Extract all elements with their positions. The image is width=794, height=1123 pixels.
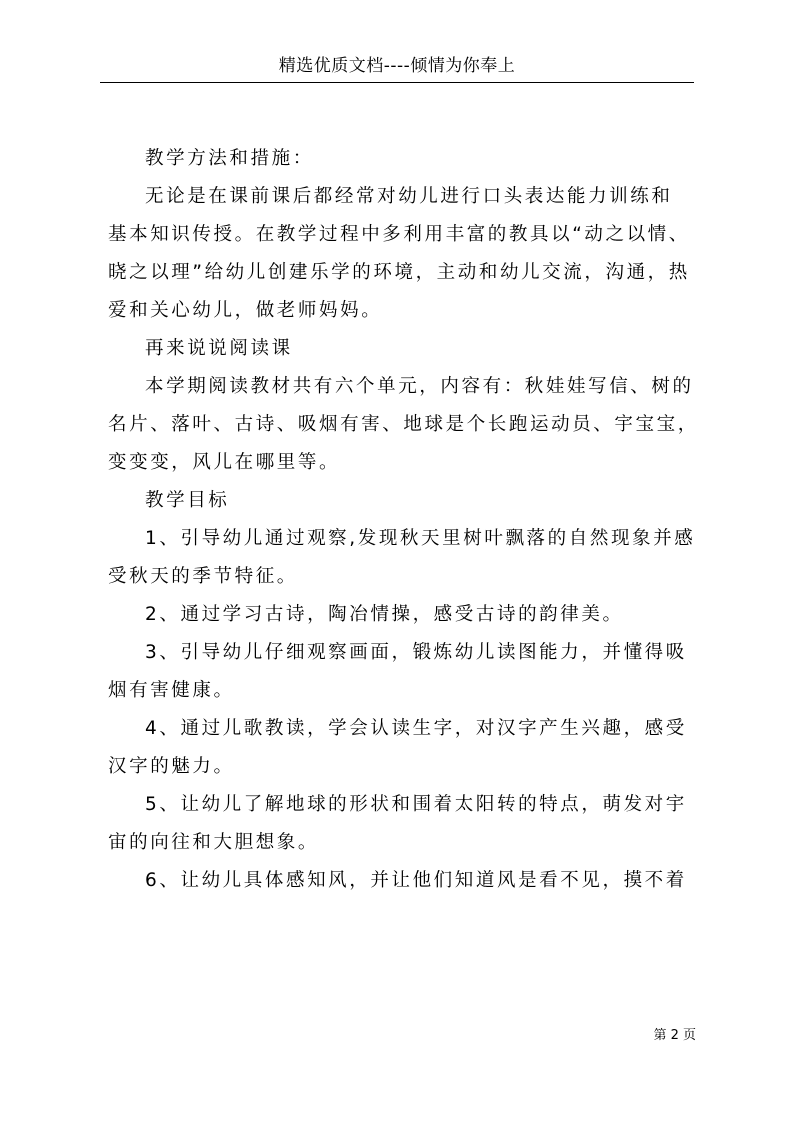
goal-line: 5、让幼儿了解地球的形状和围着太阳转的特点，萌发对宇 [145,794,687,815]
paragraph-line: 无论是在课前课后都经常对幼儿进行口头表达能力训练和 [145,186,673,207]
document-body [108,140,698,900]
goal-item-3 [108,634,698,710]
paragraph-line: 基本知识传授。在教学过程中多利用丰富的教具以“动之以情、 [108,224,690,245]
goal-line: 1、引导幼儿通过观察,发现秋天里树叶飘落的自然现象并感 [145,528,696,549]
goal-item-1 [108,520,698,596]
goal-line: 6、让幼儿具体感知风，并让他们知道风是看不见，摸不着 [145,870,687,891]
goal-item-4 [108,710,698,786]
heading-text: 教学目标 [145,490,230,511]
paragraph-line: 名片、落叶、古诗、吸烟有害、地球是个长跑运动员、宇宝宝， [108,414,699,435]
goal-item-6 [108,862,698,900]
paragraph-line: 变变变，风儿在哪里等。 [108,452,341,473]
page-header [100,50,694,83]
goal-line: 3、引导幼儿仔细观察画面，锻炼幼儿读图能力，并懂得吸 [145,642,687,663]
goal-line: 宙的向往和大胆想象。 [108,832,320,853]
heading-text: 再来说说阅读课 [145,338,293,359]
goal-line: 受秋天的季节特征。 [108,566,298,587]
section-heading-goals [108,482,698,520]
paragraph-line: 本学期阅读教材共有六个单元，内容有：秋娃娃写信、树的 [145,376,694,397]
goal-item-2 [108,596,698,634]
goal-item-5 [108,786,698,862]
paragraph-methods [108,178,698,330]
section-heading-methods [108,140,698,178]
goal-line: 烟有害健康。 [108,680,235,701]
goal-line: 汉字的魅力。 [108,756,235,777]
page-number: 第 2 页 [653,1028,696,1043]
paragraph-reading [108,368,698,482]
goal-line: 4、通过儿歌教读，学会认读生字，对汉字产生兴趣，感受 [145,718,687,739]
paragraph-line: 爱和关心幼儿，做老师妈妈。 [108,300,383,321]
paragraph-line: 晓之以理”给幼儿创建乐学的环境，主动和幼儿交流，沟通，热 [108,262,690,283]
goal-line: 2、通过学习古诗，陶冶情操，感受古诗的韵律美。 [145,604,624,625]
header-title: 精选优质文档----倾情为你奉上 [278,56,516,76]
heading-text: 教学方法和措施： [145,148,314,169]
section-heading-reading [108,330,698,368]
